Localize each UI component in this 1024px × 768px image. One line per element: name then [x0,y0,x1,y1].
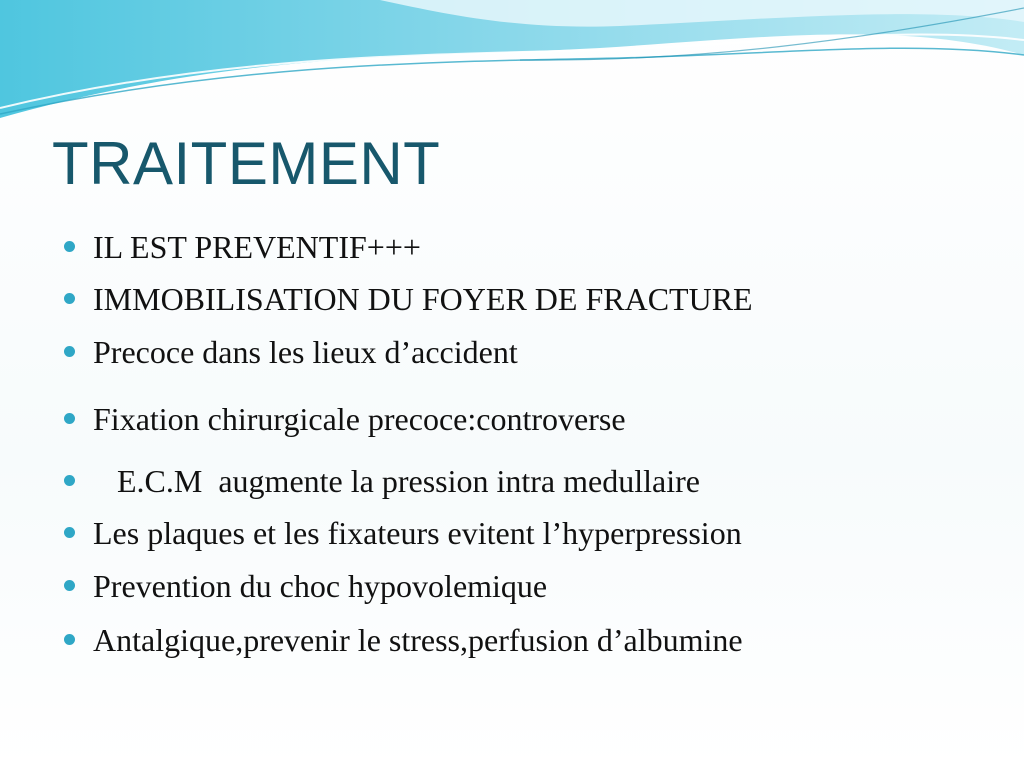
bullet-text: Precoce dans les lieux d’accident [93,334,518,370]
bullet-text: IMMOBILISATION DU FOYER DE FRACTURE [93,281,753,317]
bullet-item [64,333,1004,373]
bullet-text: Antalgique,prevenir le stress,perfusion d’albumine [93,622,743,658]
slide-title: TRAITEMENT [52,130,441,197]
bullet-item [64,400,1004,440]
round-bullet-icon [64,241,75,252]
round-bullet-icon [64,475,75,486]
round-bullet-icon [64,293,75,304]
round-bullet-icon [64,580,75,591]
bullet-item [64,462,1004,502]
round-bullet-icon [64,346,75,357]
round-bullet-icon [64,527,75,538]
round-bullet-icon [64,413,75,424]
round-bullet-icon [64,634,75,645]
bullet-text: Prevention du choc hypovolemique [93,568,548,604]
bullet-text: E.C.M augmente la pression intra medullaire [93,463,700,499]
bullet-item [64,567,1004,607]
header-wave-decoration [0,0,1024,120]
bullet-text: Les plaques et les fixateurs evitent l’hyperpression [93,515,742,551]
bullet-item [64,228,1004,268]
bullet-item [64,621,1004,661]
bullet-text: IL EST PREVENTIF+++ [93,229,421,265]
bullet-item [64,514,1004,554]
bullet-item [64,280,1004,320]
bullet-text: Fixation chirurgicale precoce:controverse [93,401,626,437]
